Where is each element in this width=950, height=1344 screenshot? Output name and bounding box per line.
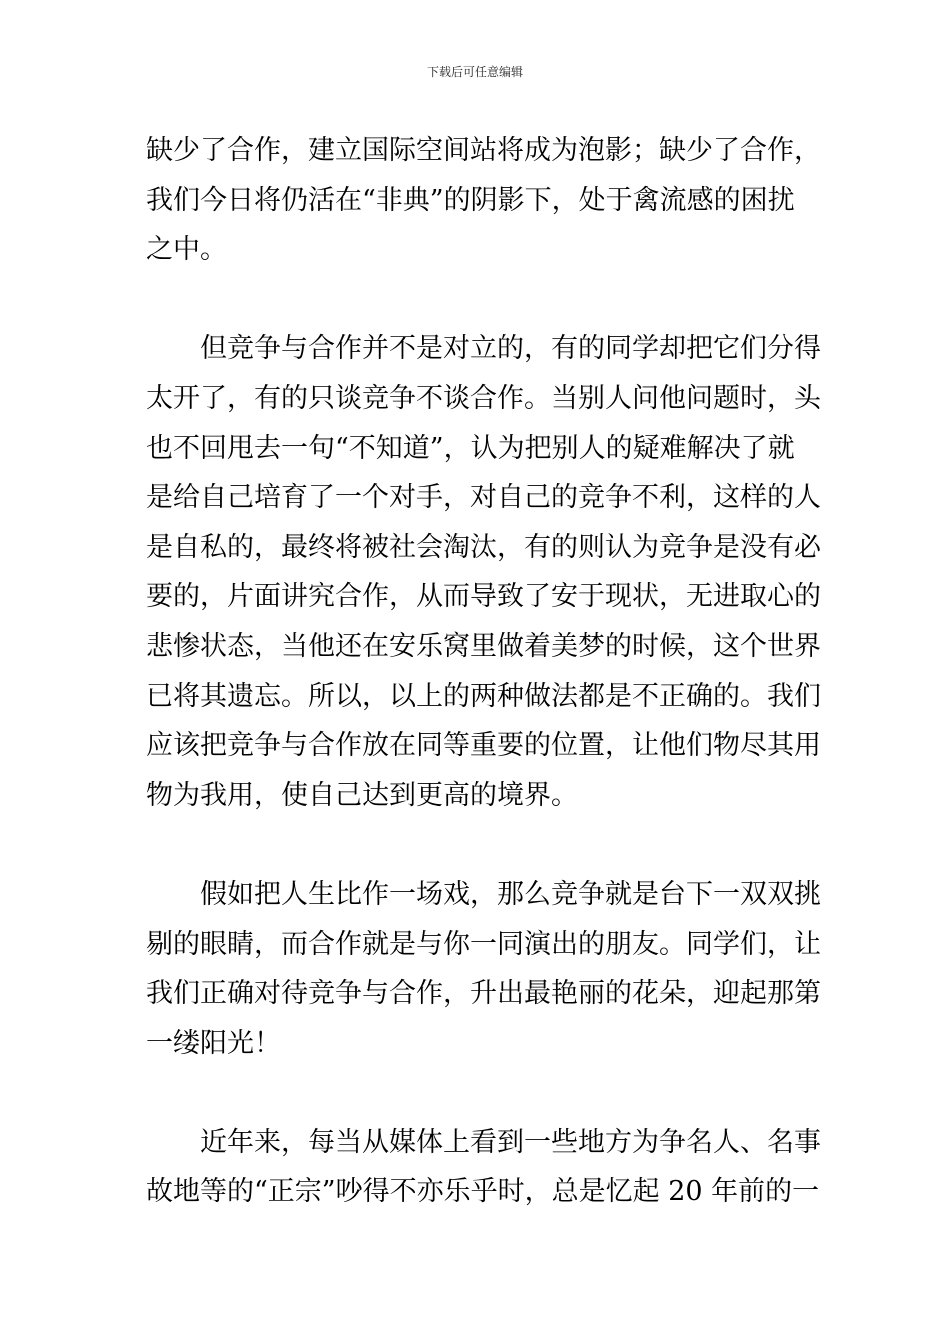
text-line: 悲惨状态，当他还在安乐窝里做着美梦的时候，这个世界 <box>146 630 821 662</box>
text-line: 故地等的“正宗”吵得不亦乐乎时，总是忆起 20 年前的一 <box>146 1176 820 1208</box>
text-line: 之中。 <box>146 234 227 266</box>
text-line: 太开了，有的只谈竞争不谈合作。当别人问他问题时，头 <box>146 382 821 414</box>
text-line: 缺少了合作，建立国际空间站将成为泡影；缺少了合作， <box>146 135 821 166</box>
document-body <box>146 126 821 1217</box>
paragraph-4 <box>146 1118 821 1217</box>
text-line: 假如把人生比作一场戏，那么竞争就是台下一双双挑 <box>200 878 821 910</box>
paragraph-gap <box>146 1068 806 1118</box>
text-line: 剔的眼睛，而合作就是与你一同演出的朋友。同学们，让 <box>146 928 821 960</box>
text-line: 但竞争与合作并不是对立的，有的同学却把它们分得 <box>200 333 821 365</box>
text-line: 一缕阳光！ <box>146 1027 281 1059</box>
paragraph-2 <box>146 324 821 820</box>
paragraph-3 <box>146 870 821 1068</box>
text-line: 是自私的，最终将被社会淘汰，有的则认为竞争是没有必 <box>146 531 821 563</box>
text-line: 近年来，每当从媒体上看到一些地方为争名人、名事 <box>200 1126 821 1158</box>
text-line: 已将其遗忘。所以，以上的两种做法都是不正确的。我们 <box>146 680 821 712</box>
text-line: 我们正确对待竞争与合作，升出最艳丽的花朵，迎起那第 <box>146 978 821 1010</box>
page-header: 下载后可任意编辑 <box>426 65 523 79</box>
text-line: 应该把竞争与合作放在同等重要的位置，让他们物尽其用 <box>146 730 821 762</box>
text-line: 我们今日将仍活在“非典”的阴影下，处于禽流感的困扰 <box>146 184 795 216</box>
text-line: 是给自己培育了一个对手，对自己的竞争不利，这样的人 <box>146 482 821 514</box>
paragraph-gap <box>146 820 806 870</box>
text-line: 要的，片面讲究合作，从而导致了安于现状，无进取心的 <box>146 581 821 613</box>
text-line: 物为我用，使自己达到更高的境界。 <box>146 779 578 811</box>
paragraph-1 <box>146 126 821 275</box>
text-line: 也不回甩去一句“不知道”，认为把别人的疑难解决了就 <box>146 432 795 464</box>
paragraph-gap <box>146 275 806 325</box>
